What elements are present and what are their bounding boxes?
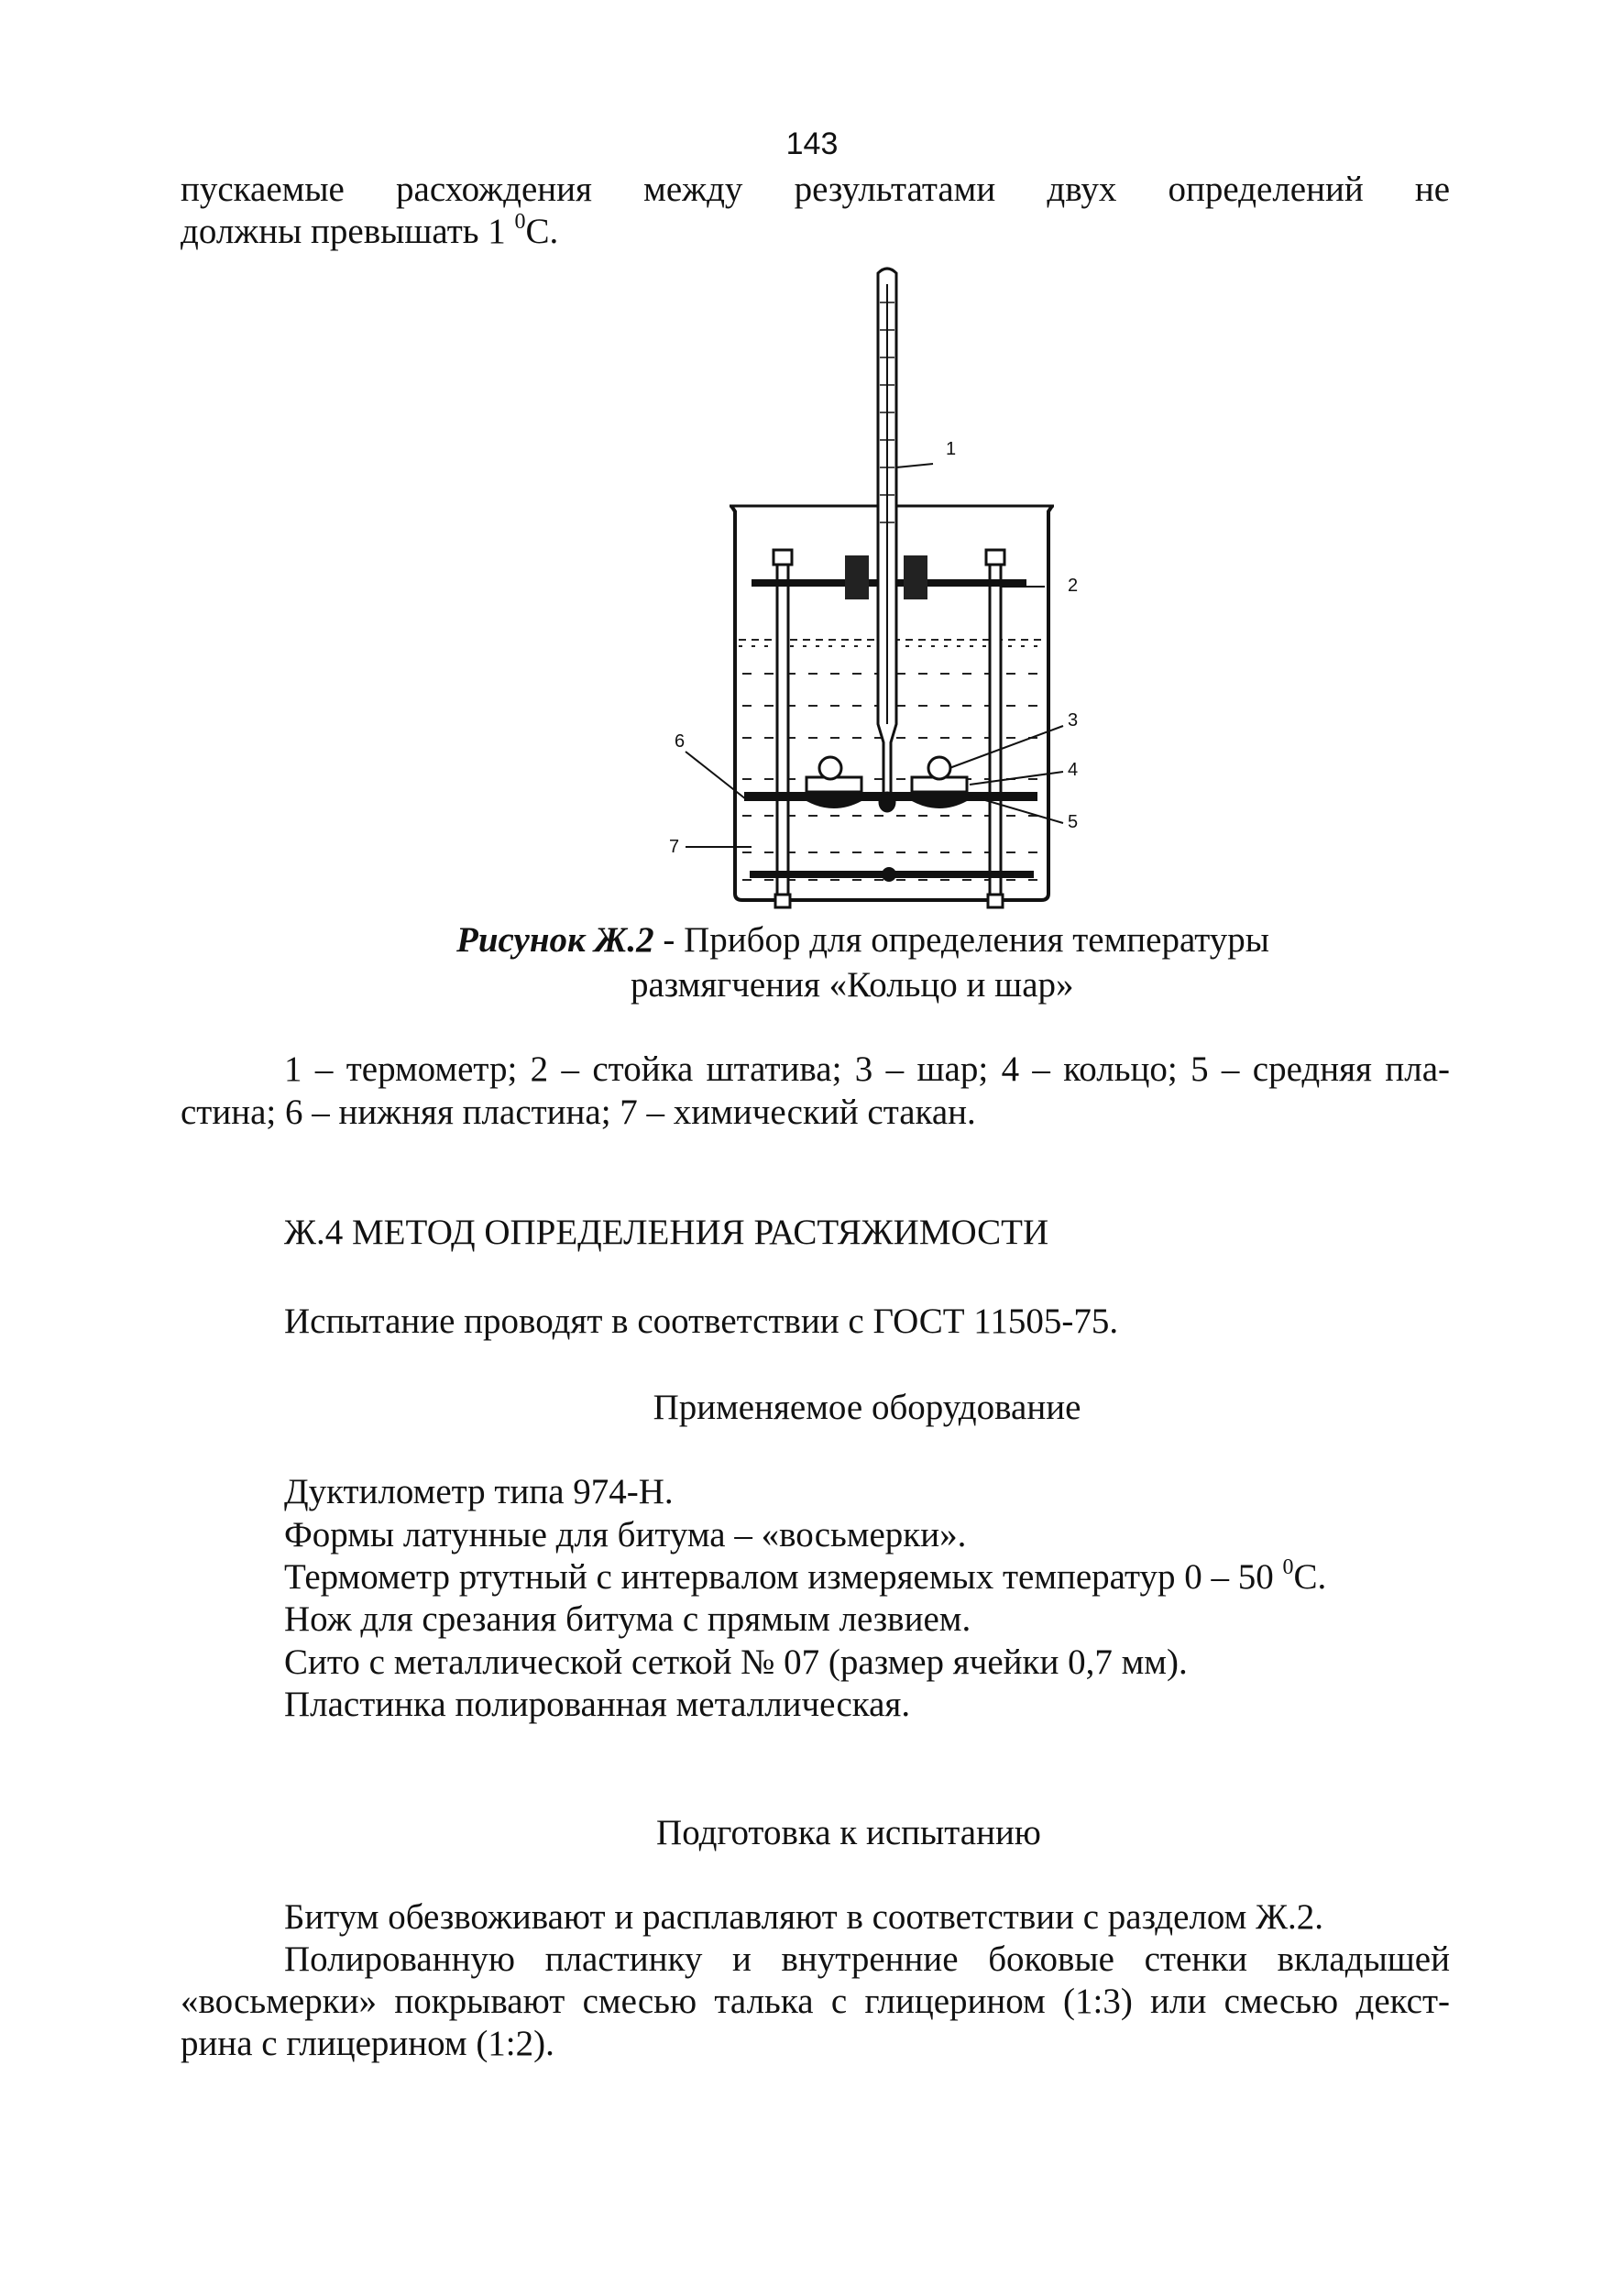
caption-prefix: Рисунок Ж.2 (456, 920, 654, 960)
label-6: 6 (675, 731, 686, 752)
label-7: 7 (669, 837, 680, 857)
intro-word: определений (1168, 170, 1364, 209)
degree-unit: С. (525, 212, 559, 251)
equipment-item (284, 1555, 1326, 1599)
equipment-text: Термометр ртутный с интервалом измеряемых температур 0 – 50 (284, 1557, 1274, 1597)
intro-word: между (643, 170, 743, 209)
label-1: 1 (946, 439, 957, 459)
equipment-item: Нож для срезания битума с прямым лезвием. (284, 1599, 971, 1639)
intro-word: пускаемые (181, 170, 345, 209)
prep-title: Подготовка к испытанию (656, 1813, 1041, 1852)
intro-word: результатами (794, 170, 996, 209)
label-4: 4 (1068, 760, 1079, 780)
page-number: 143 (785, 126, 839, 161)
apparatus-figure (669, 266, 1155, 907)
caption-text: - Прибор для определения температуры (653, 920, 1269, 960)
apparatus-drawing (669, 266, 1155, 907)
equipment-item: Сито с металлической сеткой № 07 (размер ячейки 0,7 мм). (284, 1642, 1188, 1682)
equipment-item: Формы латунные для битума – «восьмерки». (284, 1515, 967, 1554)
label-2: 2 (1068, 576, 1079, 596)
figure-caption-line-1 (456, 918, 1269, 962)
degree-unit: С. (1293, 1557, 1327, 1597)
degree-sup: 0 (1282, 1555, 1294, 1579)
degree-sup: 0 (514, 210, 526, 234)
intro-line-2 (181, 210, 558, 254)
label-3: 3 (1068, 710, 1079, 731)
intro-word: двух (1047, 170, 1117, 209)
legend-line-1: 1 – термометр; 2 – стойка штатива; 3 – шар; 4 – кольцо; 5 – средняя пла- (284, 1049, 1450, 1089)
figure-caption-line-2: размягчения «Кольцо и шар» (631, 965, 1074, 1005)
prep-paragraph-2-line-1: Полированную пластинку и внутренние боковые стенки вкладышей (284, 1939, 1450, 1979)
prep-paragraph-2-line-2: «восьмерки» покрывают смесью талька с глицерином (1:3) или смесью декст- (181, 1982, 1450, 2021)
equipment-title: Применяемое оборудование (653, 1388, 1081, 1427)
intro-text: должны превышать 1 (181, 212, 506, 251)
prep-paragraph-1: Битум обезвоживают и расплавляют в соответствии с разделом Ж.2. (284, 1897, 1324, 1937)
intro-word: не (1414, 170, 1451, 209)
section-heading: Ж.4 МЕТОД ОПРЕДЕЛЕНИЯ РАСТЯЖИМОСТИ (284, 1213, 1049, 1252)
intro-word: расхождения (396, 170, 592, 209)
thermometer (878, 269, 896, 811)
equipment-item: Дуктилометр типа 974-Н. (284, 1472, 674, 1511)
equipment-item: Пластинка полированная металлическая. (284, 1685, 911, 1724)
intro-line-1 (181, 168, 1450, 212)
standard-reference: Испытание проводят в соответствии с ГОСТ 11505-75. (284, 1302, 1119, 1341)
prep-paragraph-2-line-3: рина с глицерином (1:2). (181, 2024, 554, 2063)
label-5: 5 (1068, 812, 1079, 832)
legend-line-2: стина; 6 – нижняя пластина; 7 – химический стакан. (181, 1093, 976, 1132)
leader-lines (686, 464, 1063, 847)
